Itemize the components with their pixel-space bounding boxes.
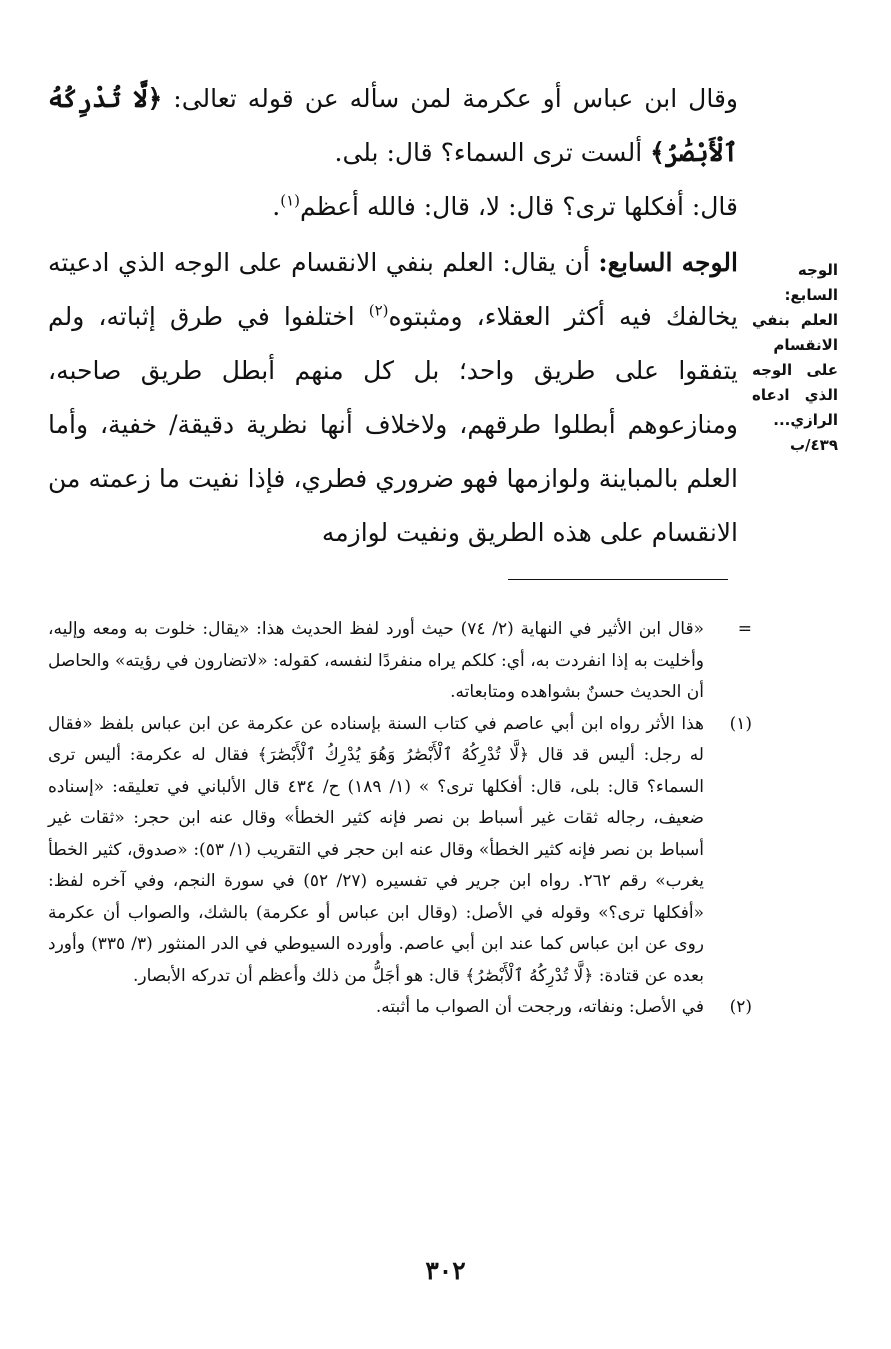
text-segment: قال: أفكلها ترى؟ قال: لا، قال: فالله أعظم: [299, 192, 738, 221]
paragraph-reply: [48, 180, 738, 234]
paragraph-seventh-aspect: [48, 236, 738, 560]
text-segment: اختلفوا في طرق إثباته، ولم يتفقوا على طريق واحد؛ بل كل منهم أبطل طريق صاحبه، ومنازعوهم أبطلوا طرقهم، ولاخلاف أنها نظرية دقيقة/ خفية، وأما العلم بالمباينة ولوازمها فهو ضروري فطري، فإذا نفيت ما زعمته من الانقسام على هذه الطريق ونفيت لوازمه: [48, 302, 738, 547]
text-segment: .: [272, 192, 281, 221]
footnote-text: هذا الأثر رواه ابن أبي عاصم في كتاب السنة بإسناده عن عكرمة عن ابن عباس بلفظ «فقال له رجل: أليس قد قال ﴿لَّا تُدْرِكُهُ ٱلْأَبْصَٰرُ وَهُوَ يُدْرِكُ ٱلْأَبْصَٰرَ﴾ فقال له عكرمة: أليس ترى السماء؟ قال: بلى، قال: أفكلها ترى؟ » (١/ ١٨٩) ح/ ٤٣٤ قال الألباني في تعليقه: «إسناده ضعيف، رجاله ثقات غير أسباط بن نصر فإنه كثير الخطأ» وقال عنه ابن حجر: «ثقات غير أسباط بن نصر فإنه كثير الخطأ» وقال عنه ابن حجر في التقريب (١/ ٥٣): «صدوق، كثير الخطأ يغرب» رقم ٢٦٢. رواه ابن جرير في تفسيره (٢٧/ ٥٢) في سورة النجم، وفي آخره لفظ: «أفكلها ترى؟» وقوله في الأصل: (وقال ابن عباس أو عكرمة) بالشك، والصواب أن عكرمة روى عن ابن عباس كما عند ابن أبي عاصم. وأورده السيوطي في الدر المنثور (٣/ ٣٣٥) وأورد بعده عن قتادة: ﴿لَّا تُدْرِكُهُ ٱلْأَبْصَٰرُ﴾ قال: هو أجَلُّ من ذلك وأعظم أن تدركه الأبصار.: [48, 713, 704, 986]
text-segment: وقال ابن عباس أو عكرمة لمن سأله عن قوله تعالى:: [162, 84, 738, 113]
footnote-marker: (١): [729, 713, 752, 734]
margin-note: الوجه السابع: العلم بنفي الانقسام على الوجه الذي ادعاه الرازي... ٤٣٩/ب: [752, 261, 838, 454]
section-heading: الوجه السابع:: [598, 248, 738, 277]
footnotes: [48, 614, 752, 1024]
footnote-marker: =: [737, 619, 752, 639]
text-segment: ألست ترى السماء؟ قال: بلى.: [334, 138, 651, 167]
main-text-block: [48, 72, 738, 560]
page-number: ٣٠٢: [425, 1256, 466, 1285]
footnote-text: في الأصل: ونفاته، ورجحت أن الصواب ما أثبته.: [375, 997, 704, 1017]
paragraph-quote: [48, 72, 738, 180]
footnote-reference[interactable]: (٢): [368, 301, 389, 320]
footnote-2: [48, 992, 752, 1024]
footnote-reference[interactable]: (١): [280, 191, 300, 210]
footnote-separator: [508, 579, 728, 580]
footnote-1: [48, 709, 752, 993]
footnote-marker: (٢): [729, 997, 752, 1017]
footnote-continuation: [48, 614, 752, 709]
text-segment: أن يقال: العلم بنفي الانقسام على الوجه الذي ادعيته يخالفك فيه أكثر العقلاء، ومثبتوه: [48, 248, 738, 331]
quran-verse: ﴿لَّا تُدْرِكُهُ ٱلْأَبْصَٰرُ﴾: [48, 84, 738, 167]
footnote-text: «قال ابن الأثير في النهاية (٢/ ٧٤) حيث أورد لفظ الحديث هذا: «يقال: خلوت به ومعه وإليه، وأخليت به إذا انفردت به، أي: كلكم يراه منفردًا لنفسه، كقوله: «لاتضارون في رؤيته» والحاصل أن الحديث حسنٌ بشواهده ومتابعاته.: [48, 619, 704, 702]
